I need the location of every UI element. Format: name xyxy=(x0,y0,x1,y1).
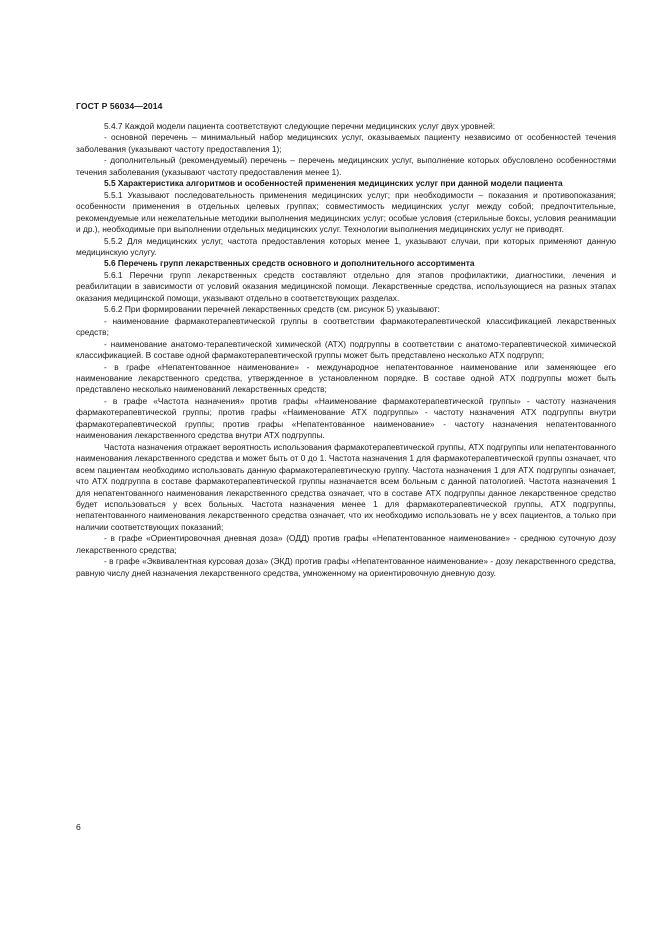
list-item-atc-subgroup: - наименование анатомо-терапевтической химической (АТХ) подгруппы в соответствии с анатомо-терапевтической химической классификацией. В составе одной фармакотерапевтической группы может быть представлено несколько АТХ подгрупп; xyxy=(76,338,616,361)
list-item-pharmacotherapeutic-group: - наименование фармакотерапевтической группы в соответствии фармакотерапевтической классификацией лекарственных средств; xyxy=(76,315,616,338)
page-number: 6 xyxy=(76,822,81,832)
document-body xyxy=(76,121,616,579)
paragraph-5-6-1: 5.6.1 Перечни групп лекарственных средств составляют отдельно для этапов профилактики, диагностики, лечения и реабилитации в зависимости от условий оказания медицинской помощи. Лекарственные средства, использующиеся на разных этапах оказания медицинской помощи, указывают отдельно в соответствующих разделах. xyxy=(76,269,616,303)
section-heading-5-6: 5.6 Перечень групп лекарственных средств основного и дополнительного ассортимента xyxy=(104,258,475,269)
list-item-daily-dose: - в графе «Ориентировочная дневная доза» (ОДД) против графы «Непатентованное наименование» - среднюю суточную дозу лекарственного средства; xyxy=(76,533,616,555)
list-item-prescription-frequency: - в графе «Частота назначения» против графы «Наименование фармакотерапевтической группы» - частоту назначения фармакотерапевтической группы; против графы «Наименование АТХ подгруппы» - частоту назначения АТХ подгруппы внутри фармакотерапевтической группы; против графы «Непатентованное наименование» - частоту назначения непатентованного наименования лекарственного средства внутри АТХ подгруппы. xyxy=(76,395,616,441)
paragraph-5-6-2: 5.6.2 При формировании перечней лекарственных средств (см. рисунок 5) указывают: xyxy=(104,304,440,315)
paragraph-5-5-2: 5.5.2 Для медицинских услуг, частота предоставления которых менее 1, указывают случаи, при которых применяют данную медицинскую услугу. xyxy=(76,235,616,257)
paragraph-frequency-explanation: Частота назначения отражает вероятность использования фармакотерапевтической группы, АТХ подгруппы или непатентованного наименования лекарственного средства и может быть от 0 до 1. Частота назначения 1 для фармакотерапевтической группы означает, что всем пациентам необходимо использовать данную фармакотерапевтическую группу. Частота назначения 1 для АТХ подгруппы означает, что АТХ подгруппа в составе фармакотерапевтической группы назначается всем больным с данной патологией. Частота назначения 1 для непатентованного наименования лекарственного средства означает, что в составе АТХ подгруппы данное лекарственное средство будет использоваться у всех больных. Частота назначения менее 1 для фармакотерапевтической группы, АТХ подгруппы, непатентованного наименования лекарственного средства означает, что их необходимо использовать не у всех пациентов, а только при наличии соответствующих показаний; xyxy=(76,441,616,532)
list-item-course-dose: - в графе «Эквивалентная курсовая доза» (ЭКД) против графы «Непатентованное наименование» - дозу лекарственного средства, равную числу дней назначения лекарственного средства, умноженному на ориентировочную дневную дозу. xyxy=(76,556,616,578)
list-item-nonproprietary-name: - в графе «Непатентованное наименование» - международное непатентованное наименование или заменяющее его наименование лекарственного средства, утвержденное в установленном порядке. В составе одной АТХ подгруппы может быть представлено несколько наименований лекарственных средств; xyxy=(76,361,616,395)
standard-header: ГОСТ Р 56034—2014 xyxy=(76,101,163,111)
list-item-additional-list: - дополнительный (рекомендуемый) перечень – перечень медицинских услуг, выполнение которых обусловлено особенностями течения заболевания (указывают частоту предоставления менее 1). xyxy=(76,155,616,177)
paragraph-5-5-1: 5.5.1 Указывают последовательность применения медицинских услуг; при необходимости – показания и противопоказания; особенности применения в отдельных целевых группах; совместимость медицинских услуг между собой; предпочтительные, рекомендуемые или нежелательные методики выполнения медицинских услуг; особые условия (стерильные боксы, условия реанимации и др.), необходимые при выполнении отдельных медицинских услуг. Технологии выполнения медицинских услуг не приводят. xyxy=(76,189,616,235)
section-heading-5-5: 5.5 Характеристика алгоритмов и особенностей применения медицинских услуг при данной модели пациента xyxy=(104,178,563,189)
paragraph-5-4-7: 5.4.7 Каждой модели пациента соответствуют следующие перечни медицинских услуг двух уровней: xyxy=(104,121,496,131)
list-item-basic-list: - основной перечень – минимальный набор медицинских услуг, оказываемых пациенту независимо от особенностей течения заболевания (указывают частоту предоставления 1); xyxy=(76,132,616,154)
